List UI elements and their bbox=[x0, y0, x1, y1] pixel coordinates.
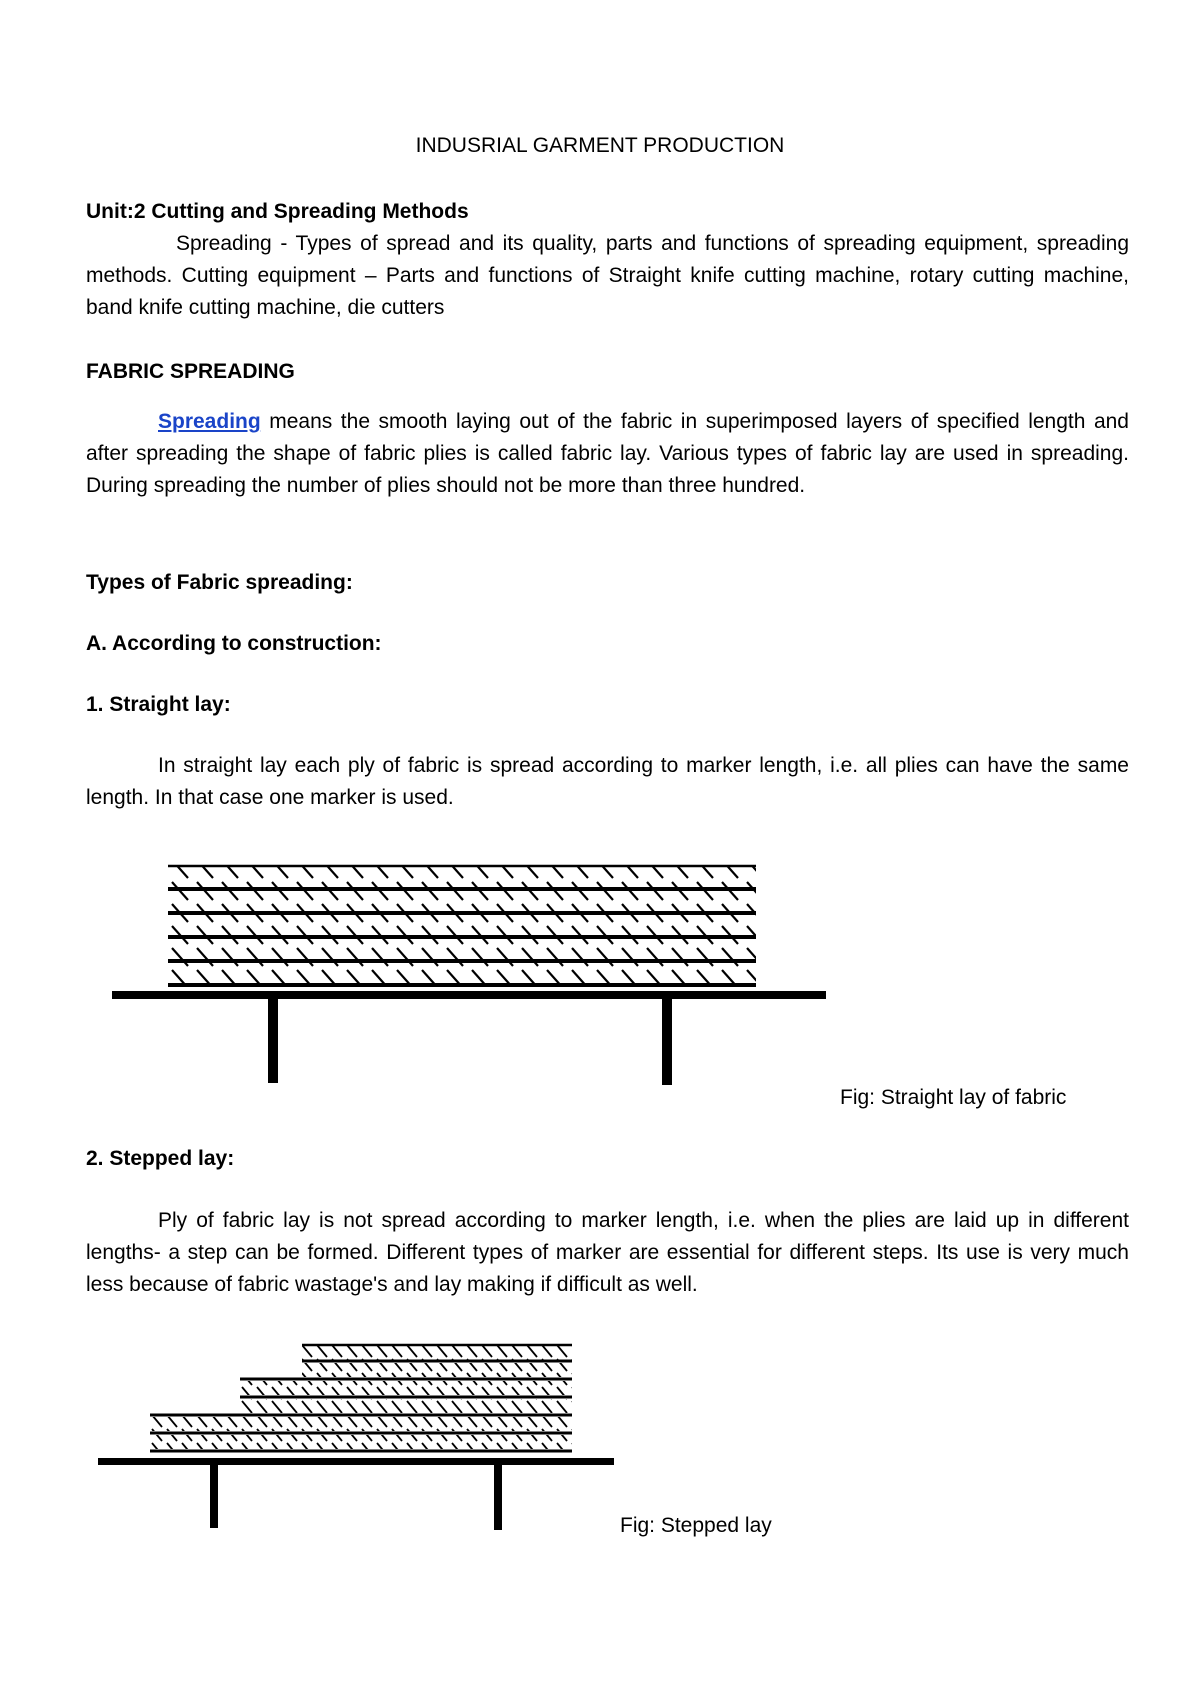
construction-heading: A. According to construction: bbox=[86, 632, 382, 655]
stepped-lay-figure bbox=[98, 1345, 614, 1530]
unit-summary: Spreading - Types of spread and its quality, parts and functions of spreading equipment, spreading methods. Cutting equipment – Parts and functions of Straight knife cutting machine, rotary cutting machine, band knife cutting machine, die cutters bbox=[86, 232, 1129, 319]
straight-lay-heading: 1. Straight lay: bbox=[86, 693, 231, 716]
straight-lay-caption: Fig: Straight lay of fabric bbox=[840, 1086, 1067, 1109]
table-leg-left bbox=[268, 999, 278, 1083]
page-title: INDUSRIAL GARMENT PRODUCTION bbox=[415, 134, 785, 157]
section-heading: FABRIC SPREADING bbox=[86, 360, 295, 383]
straight-lay-plies bbox=[168, 866, 756, 985]
stepped-lay-plies bbox=[150, 1345, 572, 1451]
stepped-lay-heading: 2. Stepped lay: bbox=[86, 1147, 235, 1170]
stepped-table-leg-left bbox=[210, 1465, 218, 1528]
stepped-lay-text: Ply of fabric lay is not spread according to marker length, i.e. when the plies are laid up in different lengths- a step can be formed. Different types of marker are essential for different steps. Its use is very much less because of fabric wastage's and lay making if difficult as well. bbox=[86, 1209, 1129, 1296]
straight-lay-figure bbox=[112, 866, 826, 1085]
unit-heading: Unit:2 Cutting and Spreading Methods bbox=[86, 200, 469, 223]
types-heading: Types of Fabric spreading: bbox=[86, 571, 353, 594]
stepped-table-leg-right bbox=[494, 1465, 502, 1530]
spreading-text: means the smooth laying out of the fabric in superimposed layers of specified length and after spreading the shape of fabric plies is called fabric lay. Various types of fabric lay are used in spreading. During spreading the number of plies should not be more than three hundred. bbox=[86, 410, 1129, 497]
spreading-link[interactable]: Spreading bbox=[158, 410, 261, 433]
table-leg-right bbox=[662, 999, 672, 1085]
stepped-lay-caption: Fig: Stepped lay bbox=[620, 1514, 772, 1537]
straight-lay-text: In straight lay each ply of fabric is spread according to marker length, i.e. all plies can have the same length. In that case one marker is used. bbox=[86, 754, 1129, 809]
stepped-table-top bbox=[98, 1458, 614, 1465]
spreading-table-top bbox=[112, 991, 826, 999]
